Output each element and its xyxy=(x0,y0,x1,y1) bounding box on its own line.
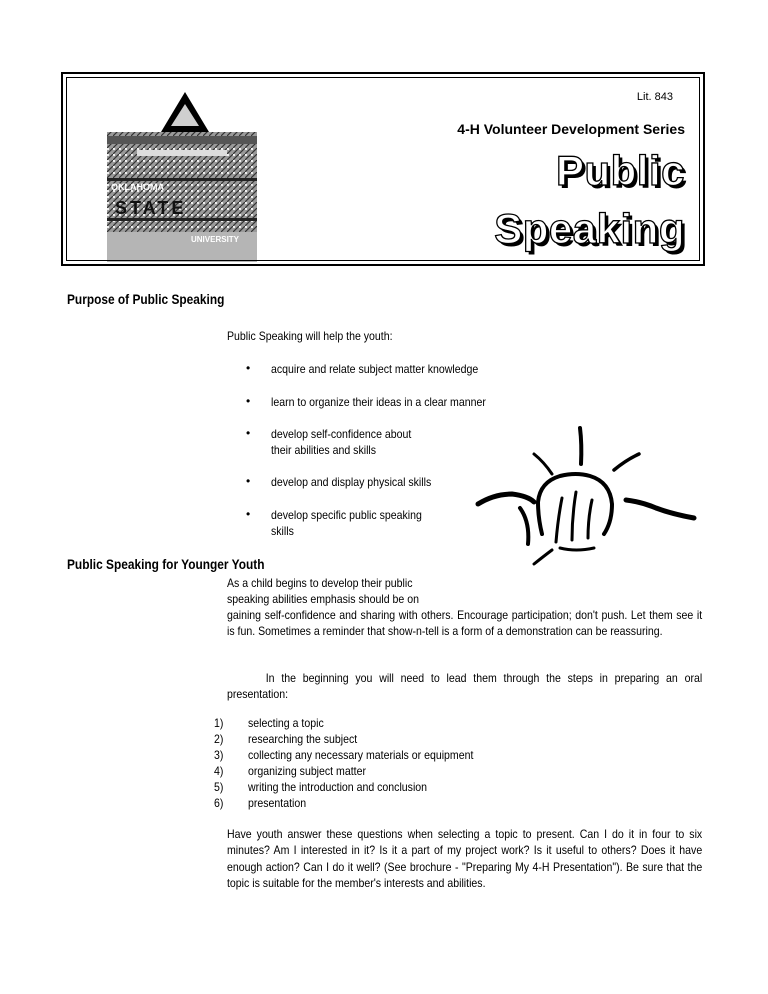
bullet-dot: • xyxy=(246,474,251,488)
osu-logo xyxy=(107,82,257,262)
step-number: 3) xyxy=(214,748,224,762)
step-text: selecting a topic xyxy=(248,716,324,730)
step-text: organizing subject matter xyxy=(248,764,366,778)
purpose-heading: Purpose of Public Speaking xyxy=(67,291,225,307)
bullet-dot: • xyxy=(246,394,251,408)
step-text: presentation xyxy=(248,796,307,810)
younger-heading: Public Speaking for Younger Youth xyxy=(67,556,265,572)
younger-para3: Have youth answer these questions when selecting a topic to present. Can I do it in four to six minutes? Am I interested in it? Is it a part of my project work? Is it useful to others? Does it have enough action? Can I do it well? (See brochure - "Preparing My 4-H Presentation"). Be sure that the topic is suitable for the member's interests and abilities. xyxy=(227,827,703,891)
step-number: 4) xyxy=(214,764,224,778)
title-speaking: Speaking xyxy=(494,205,685,252)
younger-para2: In the beginning you will need to lead them through the steps in preparing an oral presentation: xyxy=(227,671,703,702)
step-number: 1) xyxy=(214,716,224,730)
step-text: writing the introduction and conclusion xyxy=(248,780,428,794)
lit-number: Lit. 843 xyxy=(636,91,673,103)
step-number: 5) xyxy=(214,780,224,794)
bullet-dot: • xyxy=(246,426,251,440)
younger-para1-rest: gaining self-confidence and sharing with others. Encourage participation; don't push. Let them see it is fun. Sometimes a reminder that show-n-tell is a form of a demonstration can be reassuring. xyxy=(227,608,703,639)
younger-para1-line2: speaking abilities emphasis should be on xyxy=(227,592,419,606)
step-text: researching the subject xyxy=(248,732,358,746)
list-item: develop self-confidence about xyxy=(271,427,412,441)
list-item-continued: their abilities and skills xyxy=(271,443,377,457)
step-text: collecting any necessary materials or equipment xyxy=(248,748,474,762)
lightbulb-icon xyxy=(472,422,702,570)
logo-text-university: UNIVERSITY xyxy=(191,235,240,244)
header-box xyxy=(61,72,705,266)
list-item: develop specific public speaking xyxy=(271,508,422,522)
series-title: 4-H Volunteer Development Series xyxy=(457,121,685,137)
logo-text-oklahoma: OKLAHOMA xyxy=(111,182,164,192)
bullet-dot: • xyxy=(246,361,251,375)
step-number: 2) xyxy=(214,732,224,746)
logo-text-state: STATE xyxy=(115,198,187,218)
step-number: 6) xyxy=(214,796,224,810)
bullet-dot: • xyxy=(246,507,251,521)
list-item-continued: skills xyxy=(271,524,294,538)
list-item: acquire and relate subject matter knowledge xyxy=(271,362,479,376)
list-item: learn to organize their ideas in a clear manner xyxy=(271,395,486,409)
younger-para1-line1: As a child begins to develop their public xyxy=(227,576,413,590)
title-public: Public xyxy=(555,147,685,194)
purpose-intro: Public Speaking will help the youth: xyxy=(227,329,393,343)
list-item: develop and display physical skills xyxy=(271,475,432,489)
